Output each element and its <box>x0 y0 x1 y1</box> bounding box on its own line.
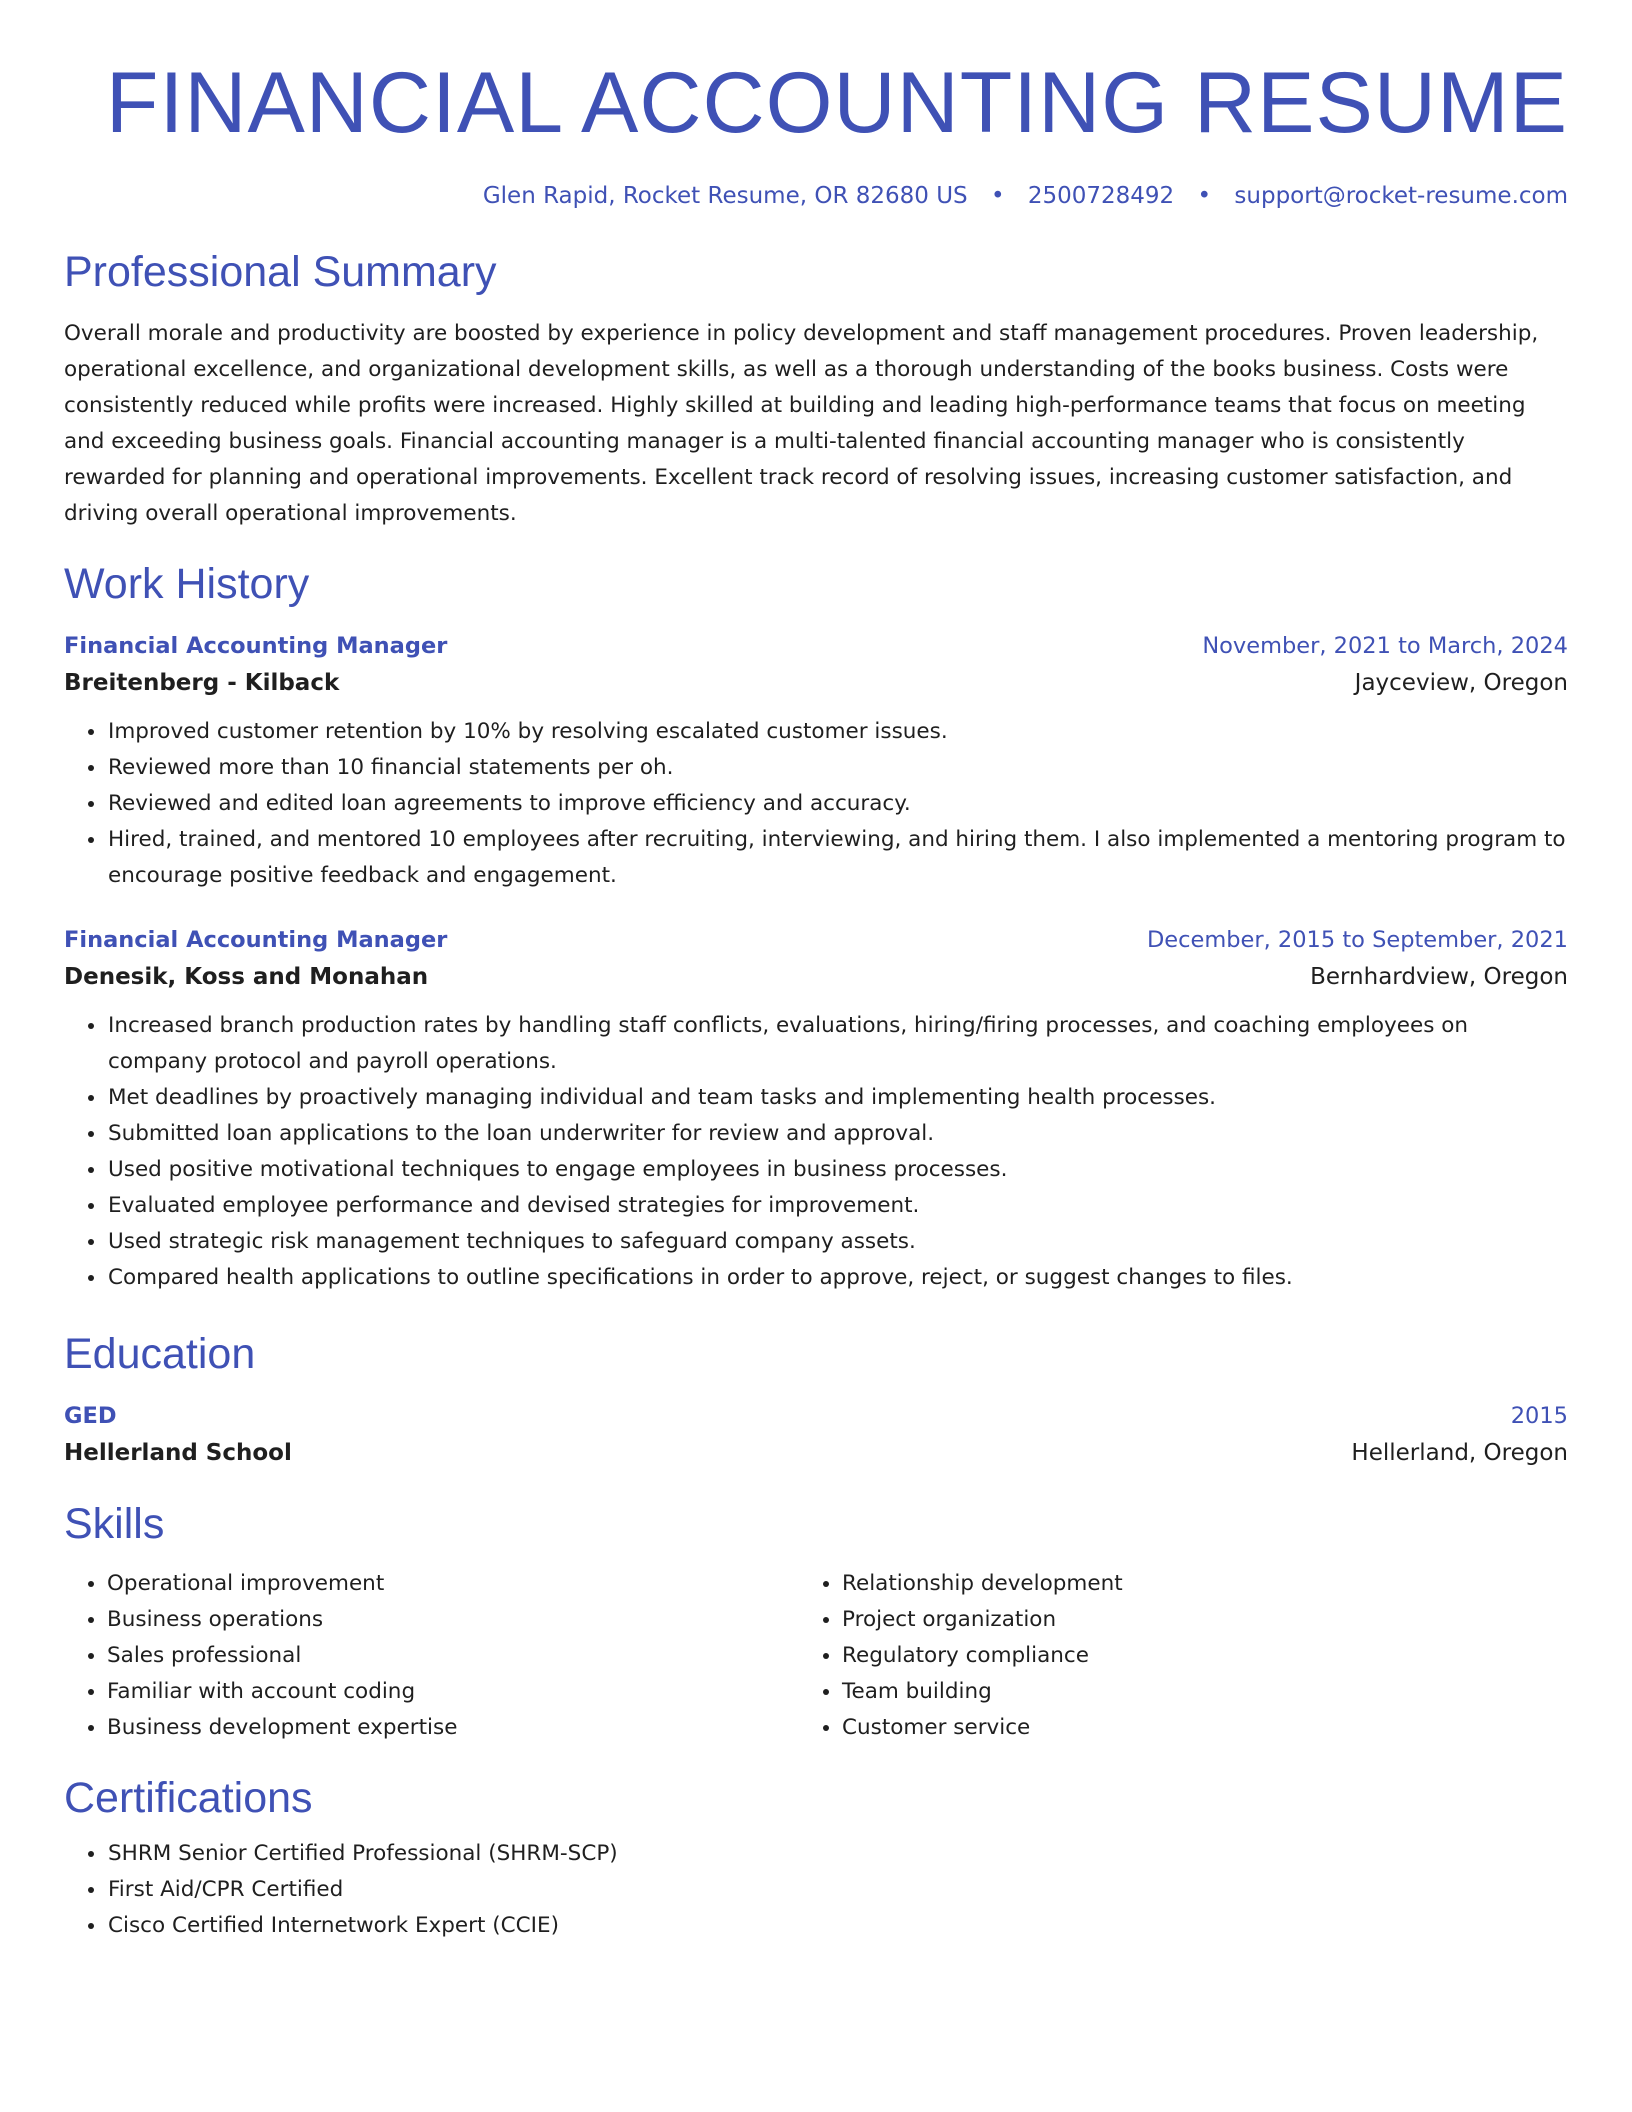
job-entry <box>64 922 1568 1296</box>
job-entry <box>64 628 1568 894</box>
skill-item: • Business development expertise <box>107 1710 799 1746</box>
skills-grid <box>64 1566 1568 1746</box>
skill-item: • Sales professional <box>107 1638 799 1674</box>
job-role: Financial Accounting Manager <box>64 633 448 659</box>
section-heading-education: Education <box>64 1330 256 1378</box>
education-degree: GED <box>64 1403 117 1429</box>
skill-item: • Customer service <box>842 1710 1534 1746</box>
education-year: 2015 <box>1510 1403 1568 1429</box>
skills-column-right <box>799 1566 1534 1746</box>
contact-separator: • <box>1197 183 1212 209</box>
section-heading-summary: Professional Summary <box>64 248 497 296</box>
job-bullet: • Used positive motivational techniques to engage employees in business processes. <box>107 1152 1568 1188</box>
job-bullet: • Improved customer retention by 10% by resolving escalated customer issues. <box>107 714 1568 750</box>
job-bullet: • Reviewed more than 10 financial statements per oh. <box>107 750 1568 786</box>
job-bullet: • Met deadlines by proactively managing individual and team tasks and implementing health processes. <box>107 1080 1568 1116</box>
job-role: Financial Accounting Manager <box>64 927 448 953</box>
contact-email[interactable]: support@rocket-resume.com <box>1234 183 1568 209</box>
job-location: Jayceview, Oregon <box>1354 670 1568 696</box>
summary-paragraph: Overall morale and productivity are boosted by experience in policy development and staff management procedures. Proven leadership, operational excellence, and organizational development skills, as well as a thorough understanding of the books business. Costs were consistently reduced while profits were increased. Highly skilled at building and leading high-performance teams that focus on meeting and exceeding business goals. Financial accounting manager is a multi-talented financial accounting manager who is consistently rewarded for planning and operational improvements. Excellent track record of resolving issues, increasing customer satisfaction, and driving overall operational improvements. <box>64 321 1539 526</box>
skill-item: • Team building <box>842 1674 1534 1710</box>
section-heading-certifications: Certifications <box>64 1774 313 1822</box>
education-entry <box>64 1398 1568 1472</box>
skills-column-left <box>64 1566 799 1746</box>
job-company: Denesik, Koss and Monahan <box>64 964 429 990</box>
resume-title: FINANCIAL ACCOUNTING RESUME <box>105 55 1568 151</box>
job-bullet: • Increased branch production rates by handling staff conflicts, evaluations, hiring/firing processes, and coaching employees on company protocol and payroll operations. <box>107 1008 1568 1080</box>
certification-item: • SHRM Senior Certified Professional (SHRM-SCP) <box>107 1836 1568 1872</box>
education-school: Hellerland School <box>64 1440 292 1466</box>
certification-item: • Cisco Certified Internetwork Expert (CCIE) <box>107 1908 1568 1944</box>
contact-address: Glen Rapid, Rocket Resume, OR 82680 US <box>482 183 968 209</box>
education-location: Hellerland, Oregon <box>1351 1440 1568 1466</box>
job-dates: November, 2021 to March, 2024 <box>1202 633 1568 659</box>
job-bullet: • Evaluated employee performance and devised strategies for improvement. <box>107 1188 1568 1224</box>
skill-item: • Business operations <box>107 1602 799 1638</box>
job-bullet: • Used strategic risk management techniques to safeguard company assets. <box>107 1224 1568 1260</box>
certification-item: • First Aid/CPR Certified <box>107 1872 1568 1908</box>
contact-phone: 2500728492 <box>1027 183 1175 209</box>
job-bullet: • Submitted loan applications to the loan underwriter for review and approval. <box>107 1116 1568 1152</box>
job-bullet: • Reviewed and edited loan agreements to improve efficiency and accuracy. <box>107 786 1568 822</box>
skill-item: • Relationship development <box>842 1566 1534 1602</box>
certification-list <box>64 1836 1568 1944</box>
job-bullet-list <box>64 1008 1568 1296</box>
skill-item: • Project organization <box>842 1602 1534 1638</box>
skill-item: • Regulatory compliance <box>842 1638 1534 1674</box>
job-bullet-list <box>64 714 1568 894</box>
section-heading-work-history: Work History <box>64 560 310 608</box>
job-bullet: • Hired, trained, and mentored 10 employees after recruiting, interviewing, and hiring them. I also implemented a mentoring program to encourage positive feedback and engagement. <box>107 822 1568 894</box>
contact-line <box>64 180 1568 212</box>
job-bullet: • Compared health applications to outline specifications in order to approve, reject, or suggest changes to files. <box>107 1260 1568 1296</box>
job-company: Breitenberg - Kilback <box>64 670 340 696</box>
job-dates: December, 2015 to September, 2021 <box>1146 927 1568 953</box>
skill-item: • Operational improvement <box>107 1566 799 1602</box>
job-location: Bernhardview, Oregon <box>1310 964 1568 990</box>
section-heading-skills: Skills <box>64 1500 165 1548</box>
skill-item: • Familiar with account coding <box>107 1674 799 1710</box>
contact-separator: • <box>990 183 1005 209</box>
